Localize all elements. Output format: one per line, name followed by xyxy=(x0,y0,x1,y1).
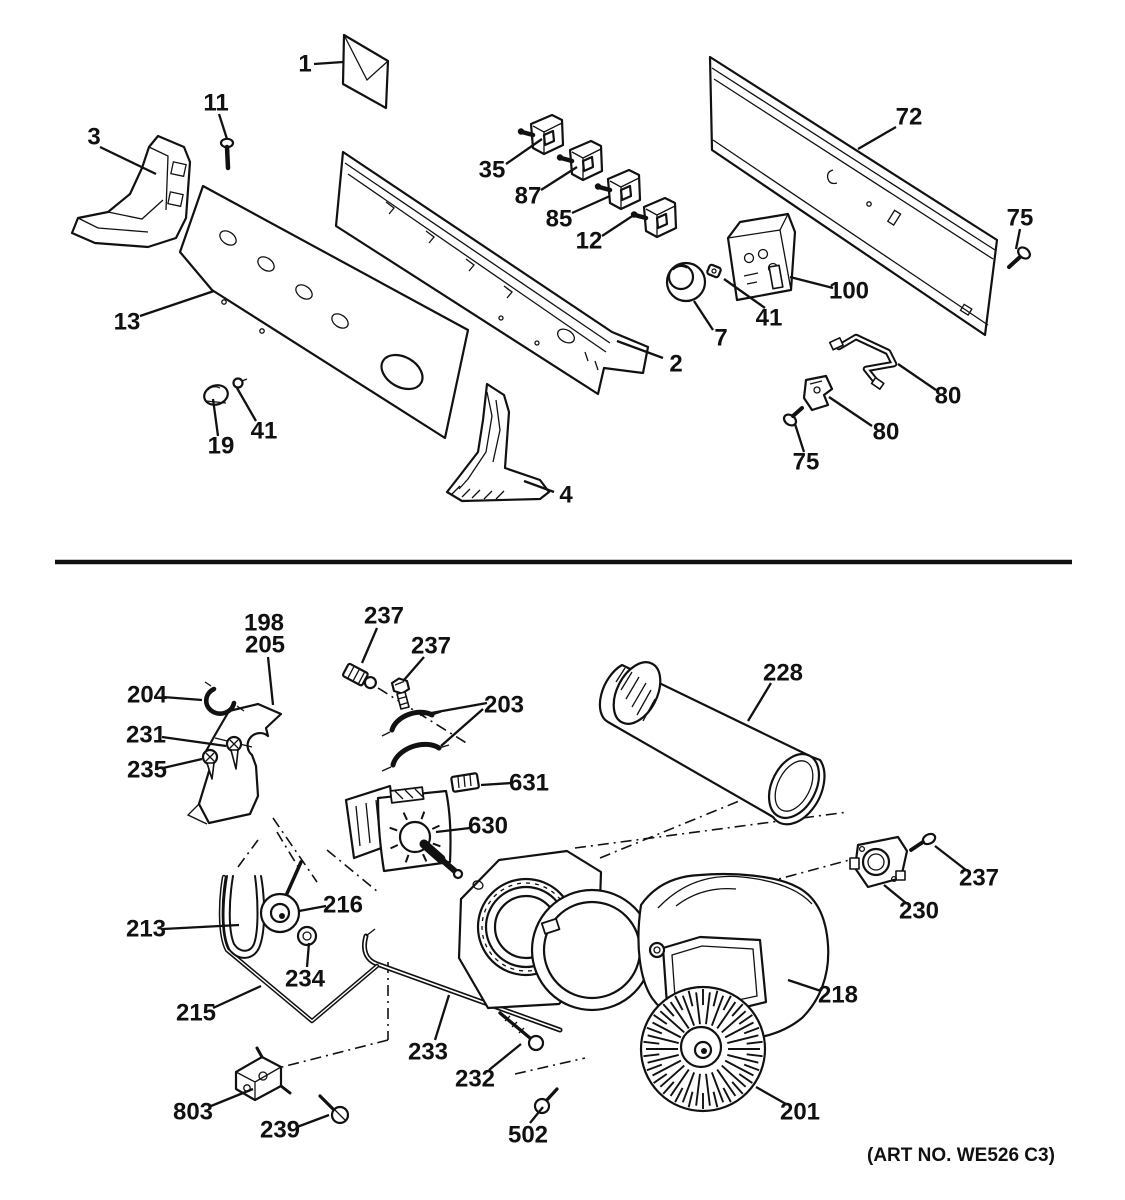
part-label-198: 198 xyxy=(243,609,285,637)
part-label-87: 87 xyxy=(514,182,542,210)
leader-line-12 xyxy=(602,213,637,236)
part-19-drum-slide xyxy=(202,382,231,407)
part-label-35: 35 xyxy=(478,156,506,184)
part-label-80a: 80 xyxy=(934,382,962,410)
part-label-228: 228 xyxy=(762,659,804,687)
part-100-timer xyxy=(728,214,795,300)
part-label-216: 216 xyxy=(322,891,364,919)
part-label-13: 13 xyxy=(113,308,141,336)
part-label-11: 11 xyxy=(203,89,229,117)
leader-line-35 xyxy=(506,139,542,164)
leader-line-7 xyxy=(694,301,713,330)
part-label-237c: 237 xyxy=(958,864,1000,892)
part-label-80b: 80 xyxy=(872,418,900,446)
leader-line-204 xyxy=(163,697,202,700)
part-switch-35 xyxy=(518,115,563,154)
part-label-502: 502 xyxy=(507,1121,549,1149)
part-label-7: 7 xyxy=(714,324,728,352)
part-213-drive-belt xyxy=(224,876,265,958)
part-75-screw-upper xyxy=(1009,245,1032,267)
art-number: (ART NO. WE526 C3) xyxy=(867,1145,1055,1166)
part-switch-85 xyxy=(595,170,640,209)
leader-line-235 xyxy=(163,759,202,768)
part-label-3: 3 xyxy=(87,123,101,151)
leader-line-803 xyxy=(211,1089,253,1106)
part-label-213: 213 xyxy=(125,915,167,943)
part-label-41b: 41 xyxy=(250,417,278,445)
part-80-bracket xyxy=(804,376,832,410)
leader-line-213 xyxy=(163,925,239,929)
part-label-100: 100 xyxy=(828,277,870,305)
part-label-631: 631 xyxy=(508,769,550,797)
part-label-237b: 237 xyxy=(410,632,452,660)
leader-line-237b xyxy=(404,657,424,680)
part-label-237a: 237 xyxy=(363,602,405,630)
leader-line-237a xyxy=(362,628,377,663)
part-label-72: 72 xyxy=(895,103,923,131)
part-80-wire-harness xyxy=(830,337,894,389)
part-label-234: 234 xyxy=(284,965,326,993)
part-label-2: 2 xyxy=(669,350,683,378)
part-label-239: 239 xyxy=(259,1116,301,1144)
part-7-knob xyxy=(667,263,705,301)
leader-line-1 xyxy=(314,62,343,64)
part-label-630: 630 xyxy=(467,812,509,840)
leader-line-13 xyxy=(140,291,214,316)
part-216-idler-pulley xyxy=(261,862,301,932)
part-label-205: 205 xyxy=(244,631,286,659)
part-label-215: 215 xyxy=(175,999,217,1027)
leader-line-100 xyxy=(790,277,833,288)
part-239-screw xyxy=(320,1096,348,1123)
part-label-231: 231 xyxy=(125,721,167,749)
leader-line-234 xyxy=(307,943,309,967)
leader-line-85 xyxy=(572,196,610,213)
part-label-1: 1 xyxy=(298,50,312,78)
leader-line-80b xyxy=(829,397,872,426)
leader-line-11 xyxy=(219,114,227,139)
part-230-thermostat xyxy=(850,837,907,887)
part-label-218: 218 xyxy=(817,981,859,1009)
leader-line-72 xyxy=(858,127,896,149)
part-label-803: 803 xyxy=(172,1098,214,1126)
leader-line-228 xyxy=(748,683,771,721)
part-duct-ring xyxy=(532,890,652,1010)
leader-line-215 xyxy=(213,986,261,1008)
part-label-75a: 75 xyxy=(1006,204,1034,232)
part-502-screw xyxy=(535,1089,557,1113)
part-234-bearing xyxy=(298,927,316,945)
part-label-12: 12 xyxy=(575,227,603,255)
part-label-75b: 75 xyxy=(792,448,820,476)
part-label-19: 19 xyxy=(207,432,235,460)
part-label-232: 232 xyxy=(454,1065,496,1093)
part-switch-87 xyxy=(557,141,602,180)
leader-line-80a xyxy=(898,364,936,390)
part-1-literature xyxy=(343,35,388,108)
part-label-201: 201 xyxy=(779,1098,821,1126)
part-label-233: 233 xyxy=(407,1038,449,1066)
part-75-screw-lower xyxy=(782,408,802,428)
part-label-235: 235 xyxy=(126,756,168,784)
leader-line-41b xyxy=(237,388,256,421)
part-237-screw-front xyxy=(392,679,409,710)
part-switch-12 xyxy=(631,198,676,237)
part-label-85: 85 xyxy=(545,205,573,233)
part-label-230: 230 xyxy=(898,897,940,925)
part-631-terminal-block xyxy=(451,773,479,792)
part-41-speed-nut xyxy=(234,379,248,388)
leader-line-87 xyxy=(541,167,577,190)
part-11-screw xyxy=(221,139,233,168)
leader-line-239 xyxy=(297,1115,329,1127)
part-3-left-end-cap xyxy=(72,136,190,247)
leader-line-216 xyxy=(299,906,326,911)
leader-line-233 xyxy=(435,995,449,1040)
part-237-thermistor xyxy=(342,663,378,691)
part-label-41a: 41 xyxy=(755,304,783,332)
part-201-blower-wheel xyxy=(641,987,765,1111)
part-41-speed-clip xyxy=(707,264,722,278)
leader-line-631 xyxy=(481,783,512,785)
leader-line-75a xyxy=(1016,229,1020,249)
part-203-clamps xyxy=(382,712,449,771)
part-label-4: 4 xyxy=(559,481,573,509)
leader-line-205 xyxy=(268,657,273,705)
part-237-screw-right xyxy=(911,832,937,850)
part-label-204: 204 xyxy=(126,681,168,709)
part-label-203: 203 xyxy=(483,691,525,719)
